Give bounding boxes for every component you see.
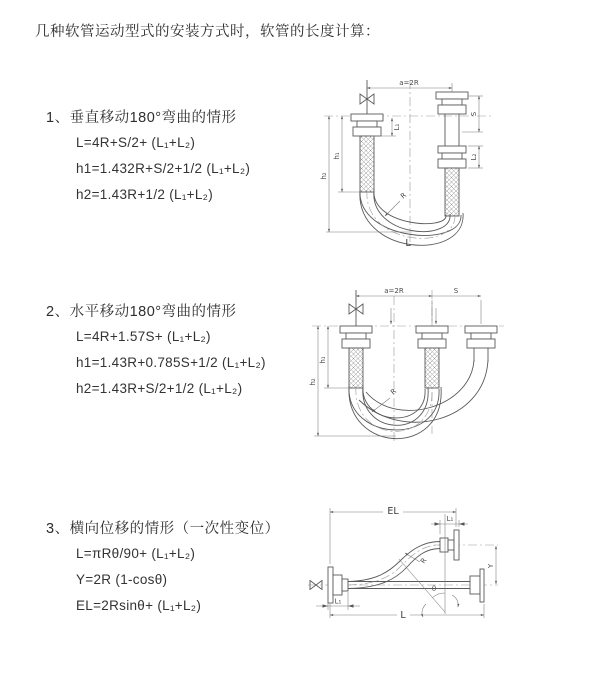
formula-h1: h1=1.43R+0.785S+1/2 (L₁+L₂) bbox=[76, 355, 266, 370]
dim-label-h1: h₁ bbox=[333, 152, 341, 160]
section-1-heading: 1、垂直移动180°弯曲的情形 bbox=[46, 110, 237, 126]
dim-span-2r bbox=[356, 287, 481, 324]
dim-label-h1: h₁ bbox=[319, 356, 327, 364]
formula-l: L=4R+S/2+ (L₁+L₂) bbox=[76, 135, 196, 150]
dim-label-a2r: a=2R bbox=[399, 79, 419, 87]
dim-l2 bbox=[468, 146, 483, 168]
page-title: 几种软管运动型式的安装方式时，软管的长度计算： bbox=[35, 24, 380, 40]
pipe-right-stub bbox=[474, 348, 488, 362]
hose-braid-middle bbox=[425, 348, 439, 388]
pipe-right bbox=[436, 92, 468, 168]
reference-arrows bbox=[391, 308, 436, 324]
formula-l: L=πRθ/90+ (L₁+L₂) bbox=[76, 546, 196, 561]
length-label: L bbox=[405, 238, 411, 249]
radius-callout bbox=[385, 191, 408, 216]
section-3-heading: 3、横向位移的情形（一次性变位） bbox=[46, 521, 280, 537]
dim-span-2r bbox=[367, 79, 452, 92]
flange-left bbox=[340, 326, 372, 348]
flange-upper-right bbox=[440, 530, 459, 560]
formula-y: Y=2R (1-cosθ) bbox=[76, 572, 168, 587]
valve-icon bbox=[360, 80, 374, 114]
section-3 bbox=[46, 517, 280, 615]
radius-label: R bbox=[419, 556, 429, 566]
dim-label-a2r: a=2R bbox=[384, 287, 404, 295]
diagram-horizontal-180 bbox=[304, 282, 600, 454]
centerlines bbox=[312, 290, 504, 442]
dim-label-h2: h₂ bbox=[309, 378, 317, 386]
dim-l1-top bbox=[431, 515, 468, 534]
section-2 bbox=[46, 300, 266, 398]
dim-label-h2: h₂ bbox=[320, 172, 328, 180]
centerlines bbox=[324, 80, 492, 246]
dim-h1 bbox=[319, 326, 349, 388]
formula-el: EL=2Rsinθ+ (L₁+L₂) bbox=[76, 598, 202, 613]
hose-braid-left bbox=[349, 348, 363, 388]
dim-label-l1-top: L₁ bbox=[446, 515, 454, 523]
radius-callout bbox=[405, 553, 429, 565]
dim-label-y: Y bbox=[487, 563, 495, 569]
formula-h1: h1=1.432R+S/2+1/2 (L₁+L₂) bbox=[76, 161, 251, 176]
formula-l: L=4R+1.57S+ (L₁+L₂) bbox=[76, 329, 211, 344]
radius-label: R bbox=[389, 387, 399, 397]
formula-h2: h2=1.43R+S/2+1/2 (L₁+L₂) bbox=[76, 381, 243, 396]
formula-h2: h2=1.43R+1/2 (L₁+L₂) bbox=[76, 187, 214, 202]
dim-label-l2: L₂ bbox=[470, 153, 478, 161]
angle-label: θ bbox=[431, 585, 437, 593]
hose-braid-right bbox=[445, 168, 459, 216]
dim-label-l1: L₁ bbox=[393, 123, 401, 131]
valve-icon bbox=[349, 290, 363, 326]
dim-y bbox=[487, 546, 496, 584]
radius-label: R bbox=[399, 191, 409, 201]
dim-label-l1-left: L₁ bbox=[334, 597, 342, 606]
construction-lines bbox=[399, 514, 445, 614]
hose-u-bend-position2 bbox=[359, 360, 488, 422]
angle-theta bbox=[422, 585, 458, 617]
dim-label-s: S bbox=[453, 287, 459, 295]
pipe-left-flange bbox=[351, 114, 383, 136]
flange-right bbox=[465, 326, 497, 348]
dim-label-el: EL bbox=[387, 506, 399, 517]
dim-label-s: S bbox=[470, 111, 478, 117]
section-2-heading: 2、水平移动180°弯曲的情形 bbox=[46, 304, 237, 320]
flange-middle bbox=[416, 326, 448, 348]
dim-label-l: L bbox=[400, 610, 406, 621]
diagram-lateral-displacement bbox=[300, 500, 600, 658]
dim-el bbox=[330, 505, 456, 564]
diagram-vertical-180 bbox=[312, 74, 600, 254]
section-1 bbox=[46, 106, 250, 204]
hose-braid-left bbox=[360, 136, 374, 192]
pipe-original-position bbox=[348, 569, 484, 602]
